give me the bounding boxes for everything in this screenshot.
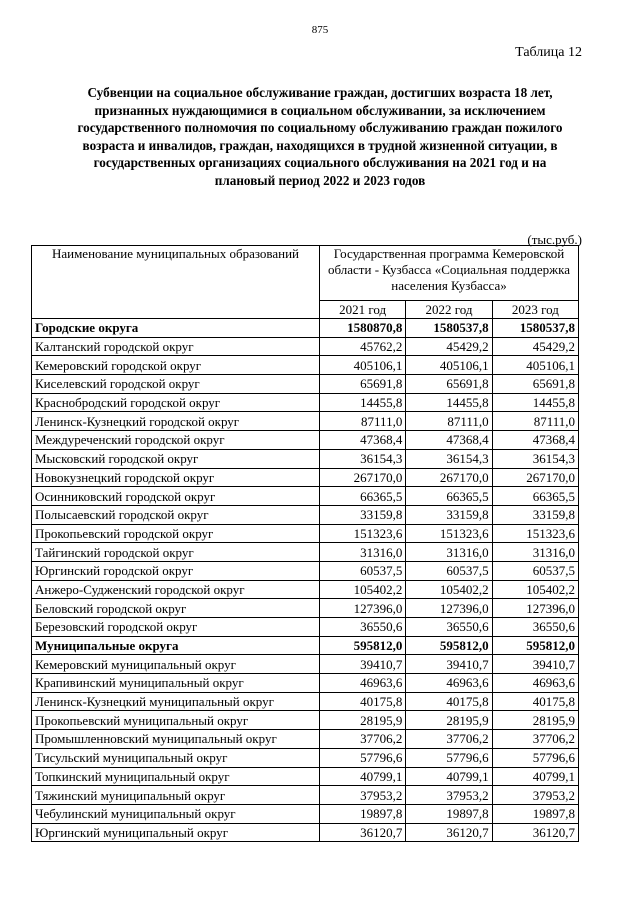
- table-row: [32, 337, 579, 356]
- table-row: [32, 468, 579, 487]
- cell-2021: 33159,8: [320, 505, 406, 524]
- cell-2021: 46963,6: [320, 674, 406, 693]
- cell-2023: 40799,1: [492, 767, 578, 786]
- cell-2023: 267170,0: [492, 468, 578, 487]
- table-row: [32, 375, 579, 394]
- title-line: государственного полномочия по социальному обслуживанию граждан пожилого: [77, 120, 563, 135]
- cell-2022: 31316,0: [406, 543, 492, 562]
- cell-2023: 151323,6: [492, 524, 578, 543]
- cell-2021: 45762,2: [320, 337, 406, 356]
- cell-2021: 14455,8: [320, 393, 406, 412]
- cell-name: Чебулинский муниципальный округ: [32, 804, 320, 823]
- column-header-program: Государственная программа Кемеровской области - Кузбасса «Социальная поддержка населения Кузбасса»: [320, 246, 579, 301]
- cell-2021: 87111,0: [320, 412, 406, 431]
- cell-name: Анжеро-Судженский городской округ: [32, 580, 320, 599]
- title-line: возраста и инвалидов, граждан, находящихся в трудной жизненной ситуации, в: [82, 137, 558, 153]
- table-row: [32, 412, 579, 431]
- cell-2022: 66365,5: [406, 487, 492, 506]
- column-header-2023: 2023 год: [492, 301, 578, 319]
- column-header-name: Наименование муниципальных образований: [32, 246, 320, 319]
- table-row: [32, 580, 579, 599]
- cell-2021: 65691,8: [320, 375, 406, 394]
- table-row: [32, 487, 579, 506]
- table-row: [32, 356, 579, 375]
- table-row: [32, 543, 579, 562]
- cell-2021: 40799,1: [320, 767, 406, 786]
- column-header-2022: 2022 год: [406, 301, 492, 319]
- cell-name: Муниципальные округа: [32, 636, 320, 655]
- cell-2022: 60537,5: [406, 561, 492, 580]
- table-row: [32, 393, 579, 412]
- cell-2023: 36154,3: [492, 449, 578, 468]
- table-row: [32, 674, 579, 693]
- cell-2022: 28195,9: [406, 711, 492, 730]
- cell-2021: 127396,0: [320, 599, 406, 618]
- cell-2021: 60537,5: [320, 561, 406, 580]
- cell-2022: 40175,8: [406, 692, 492, 711]
- cell-name: Полысаевский городской округ: [32, 505, 320, 524]
- cell-2021: 66365,5: [320, 487, 406, 506]
- cell-2021: 105402,2: [320, 580, 406, 599]
- cell-2023: 19897,8: [492, 804, 578, 823]
- table-row: [32, 505, 579, 524]
- cell-2022: 14455,8: [406, 393, 492, 412]
- table-row: [32, 618, 579, 637]
- cell-2023: 45429,2: [492, 337, 578, 356]
- table-row: [32, 524, 579, 543]
- table-group-row: [32, 319, 579, 338]
- cell-2022: 267170,0: [406, 468, 492, 487]
- cell-name: Кемеровский муниципальный округ: [32, 655, 320, 674]
- cell-2022: 65691,8: [406, 375, 492, 394]
- cell-name: Промышленновский муниципальный округ: [32, 730, 320, 749]
- cell-2023: 37953,2: [492, 786, 578, 805]
- cell-2021: 28195,9: [320, 711, 406, 730]
- table-row: [32, 711, 579, 730]
- cell-2022: 46963,6: [406, 674, 492, 693]
- cell-2023: 37706,2: [492, 730, 578, 749]
- cell-name: Крапивинский муниципальный округ: [32, 674, 320, 693]
- cell-2021: 151323,6: [320, 524, 406, 543]
- cell-2023: 40175,8: [492, 692, 578, 711]
- table-row: [32, 599, 579, 618]
- cell-2023: 1580537,8: [492, 319, 578, 338]
- cell-2021: 19897,8: [320, 804, 406, 823]
- cell-2021: 36154,3: [320, 449, 406, 468]
- table-row: [32, 692, 579, 711]
- table-row: [32, 767, 579, 786]
- cell-2021: 37706,2: [320, 730, 406, 749]
- cell-2022: 595812,0: [406, 636, 492, 655]
- cell-name: Тайгинский городской округ: [32, 543, 320, 562]
- cell-2022: 127396,0: [406, 599, 492, 618]
- cell-2023: 405106,1: [492, 356, 578, 375]
- cell-2022: 57796,6: [406, 748, 492, 767]
- cell-2022: 47368,4: [406, 431, 492, 450]
- cell-2022: 151323,6: [406, 524, 492, 543]
- cell-name: Городские округа: [32, 319, 320, 338]
- cell-name: Осинниковский городской округ: [32, 487, 320, 506]
- cell-2023: 36120,7: [492, 823, 578, 842]
- title-line: признанных нуждающимися в социальном обслуживании, за исключением: [94, 102, 546, 118]
- cell-name: Ленинск-Кузнецкий городской округ: [32, 412, 320, 431]
- cell-2021: 36120,7: [320, 823, 406, 842]
- cell-name: Кемеровский городской округ: [32, 356, 320, 375]
- cell-2022: 36120,7: [406, 823, 492, 842]
- table-row: [32, 730, 579, 749]
- cell-2023: 31316,0: [492, 543, 578, 562]
- cell-2022: 1580537,8: [406, 319, 492, 338]
- cell-2023: 105402,2: [492, 580, 578, 599]
- cell-2023: 33159,8: [492, 505, 578, 524]
- page-number: 875: [311, 24, 329, 36]
- cell-2021: 57796,6: [320, 748, 406, 767]
- table-row: [32, 786, 579, 805]
- cell-2023: 66365,5: [492, 487, 578, 506]
- cell-2021: 47368,4: [320, 431, 406, 450]
- table-row: [32, 561, 579, 580]
- cell-2022: 105402,2: [406, 580, 492, 599]
- cell-name: Междуреченский городской округ: [32, 431, 320, 450]
- cell-2023: 46963,6: [492, 674, 578, 693]
- cell-name: Беловский городской округ: [32, 599, 320, 618]
- cell-2023: 65691,8: [492, 375, 578, 394]
- cell-2021: 267170,0: [320, 468, 406, 487]
- cell-2022: 37953,2: [406, 786, 492, 805]
- cell-2023: 39410,7: [492, 655, 578, 674]
- cell-2023: 47368,4: [492, 431, 578, 450]
- cell-2022: 39410,7: [406, 655, 492, 674]
- cell-name: Прокопьевский муниципальный округ: [32, 711, 320, 730]
- cell-name: Тисульский муниципальный округ: [32, 748, 320, 767]
- cell-2022: 405106,1: [406, 356, 492, 375]
- cell-name: Мысковский городской округ: [32, 449, 320, 468]
- cell-2021: 31316,0: [320, 543, 406, 562]
- cell-name: Прокопьевский городской округ: [32, 524, 320, 543]
- cell-name: Тяжинский муниципальный округ: [32, 786, 320, 805]
- cell-2023: 36550,6: [492, 618, 578, 637]
- cell-2022: 36550,6: [406, 618, 492, 637]
- cell-2023: 28195,9: [492, 711, 578, 730]
- cell-2023: 57796,6: [492, 748, 578, 767]
- cell-2021: 1580870,8: [320, 319, 406, 338]
- cell-2022: 33159,8: [406, 505, 492, 524]
- cell-2021: 36550,6: [320, 618, 406, 637]
- table-body: [32, 319, 579, 842]
- cell-name: Топкинский муниципальный округ: [32, 767, 320, 786]
- cell-2023: 87111,0: [492, 412, 578, 431]
- cell-2022: 36154,3: [406, 449, 492, 468]
- table-row: [32, 431, 579, 450]
- cell-2023: 14455,8: [492, 393, 578, 412]
- title-line: плановый период 2022 и 2023 годов: [214, 172, 426, 188]
- cell-2023: 595812,0: [492, 636, 578, 655]
- cell-name: Березовский городской округ: [32, 618, 320, 637]
- cell-name: Киселевский городской округ: [32, 375, 320, 394]
- cell-name: Новокузнецкий городской округ: [32, 468, 320, 487]
- table-row: [32, 449, 579, 468]
- cell-name: Калтанский городской округ: [32, 337, 320, 356]
- table-row: [32, 655, 579, 674]
- cell-2021: 405106,1: [320, 356, 406, 375]
- cell-2021: 39410,7: [320, 655, 406, 674]
- table-row: [32, 823, 579, 842]
- cell-name: Юргинский городской округ: [32, 561, 320, 580]
- column-header-2021: 2021 год: [320, 301, 406, 319]
- units-label: (тыс.руб.): [527, 232, 582, 247]
- cell-2021: 37953,2: [320, 786, 406, 805]
- cell-name: Ленинск-Кузнецкий муниципальный округ: [32, 692, 320, 711]
- subsidies-table: [31, 245, 579, 842]
- cell-2022: 45429,2: [406, 337, 492, 356]
- cell-2021: 40175,8: [320, 692, 406, 711]
- table-row: [32, 748, 579, 767]
- cell-2023: 127396,0: [492, 599, 578, 618]
- cell-name: Краснобродский городской округ: [32, 393, 320, 412]
- title-line: государственных организациях социального обслуживания на 2021 год и на: [93, 155, 547, 170]
- cell-name: Юргинский муниципальный округ: [32, 823, 320, 842]
- cell-2021: 595812,0: [320, 636, 406, 655]
- cell-2022: 87111,0: [406, 412, 492, 431]
- table-row: [32, 804, 579, 823]
- cell-2022: 40799,1: [406, 767, 492, 786]
- title-line: Субвенции на социальное обслуживание граждан, достигших возраста 18 лет,: [87, 85, 553, 100]
- cell-2023: 60537,5: [492, 561, 578, 580]
- table-label: Таблица 12: [515, 45, 582, 60]
- cell-2022: 19897,8: [406, 804, 492, 823]
- table-group-row: [32, 636, 579, 655]
- document-title: [40, 84, 600, 189]
- cell-2022: 37706,2: [406, 730, 492, 749]
